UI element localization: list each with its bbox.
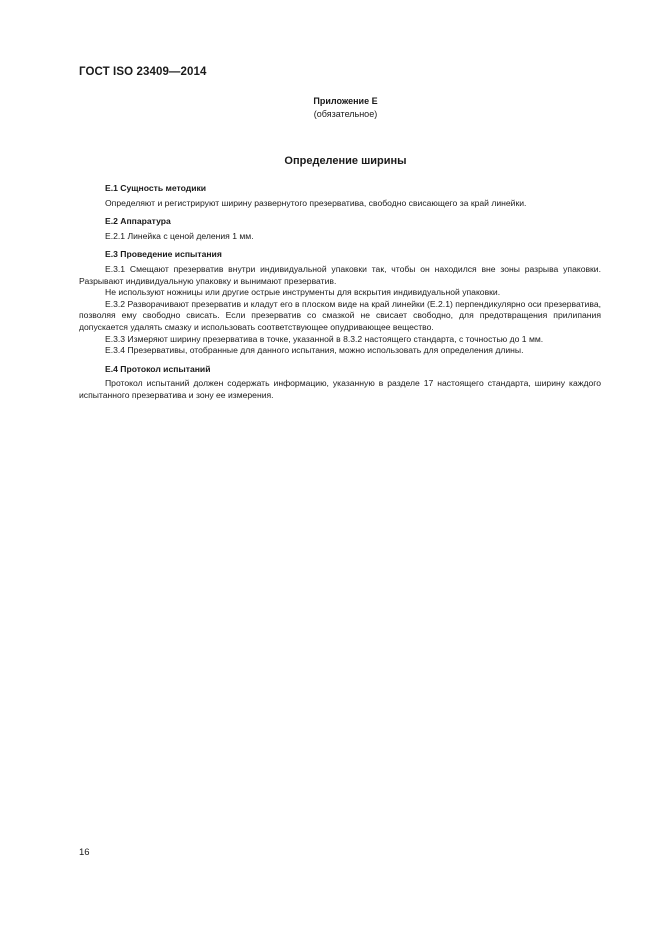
annex-block xyxy=(0,95,661,121)
section-e3-heading: Е.3 Проведение испытания xyxy=(105,249,222,260)
section-e3-1-note: Не используют ножницы или другие острые инструменты для вскрытия индивидуальной упаковки. xyxy=(105,287,501,298)
section-e3-3-paragraph: Е.3.3 Измеряют ширину презерватива в точке, указанной в 8.3.2 настоящего стандарта, с точностью до 1 мм. xyxy=(105,333,544,344)
annex-title: Определение ширины xyxy=(284,155,407,167)
page-number: 16 xyxy=(79,847,90,858)
section-e1-heading: Е.1 Сущность методики xyxy=(105,183,207,193)
annex-status: (обязательное) xyxy=(313,109,378,119)
section-e3-4-paragraph: Е.3.4 Презервативы, отобранные для данного испытания, можно использовать для определения длины. xyxy=(105,345,524,356)
standard-header: ГОСТ ISO 23409—2014 xyxy=(79,66,207,78)
annex-body xyxy=(79,183,601,402)
section-e3-2-paragraph: Е.3.2 Разворачивают презерватив и кладут его в плоском виде на край линейки (Е.2.1) перпендикулярно оси презерватива, позволяя ему свободно свисать. Если презерватив со смазкой не свисает свободно, для предотвращения прилипания допускается удалять смазку и использовать соответствующее опудривающее вещество. xyxy=(79,298,601,332)
section-e4-paragraph: Протокол испытаний должен содержать информацию, указанную в разделе 17 настоящего стандарта, ширину каждого испытанного презерватива и зону ее измерения. xyxy=(79,378,601,400)
section-e3-1-paragraph: Е.3.1 Смещают презерватив внутри индивидуальной упаковки так, чтобы он находился вне зоны разрыва упаковки. Разрывают индивидуальную упаковку и вынимают презерватив. xyxy=(79,263,601,286)
section-e1-paragraph: Определяют и регистрируют ширину развернутого презерватива, свободно свисающего за край линейки. xyxy=(105,197,527,208)
section-e2-paragraph: Е.2.1 Линейка с ценой деления 1 мм. xyxy=(105,230,254,241)
section-e4-heading: Е.4 Протокол испытаний xyxy=(105,363,211,374)
section-e2-heading: Е.2 Аппаратура xyxy=(105,216,171,227)
annex-label: Приложение Е xyxy=(313,96,378,106)
